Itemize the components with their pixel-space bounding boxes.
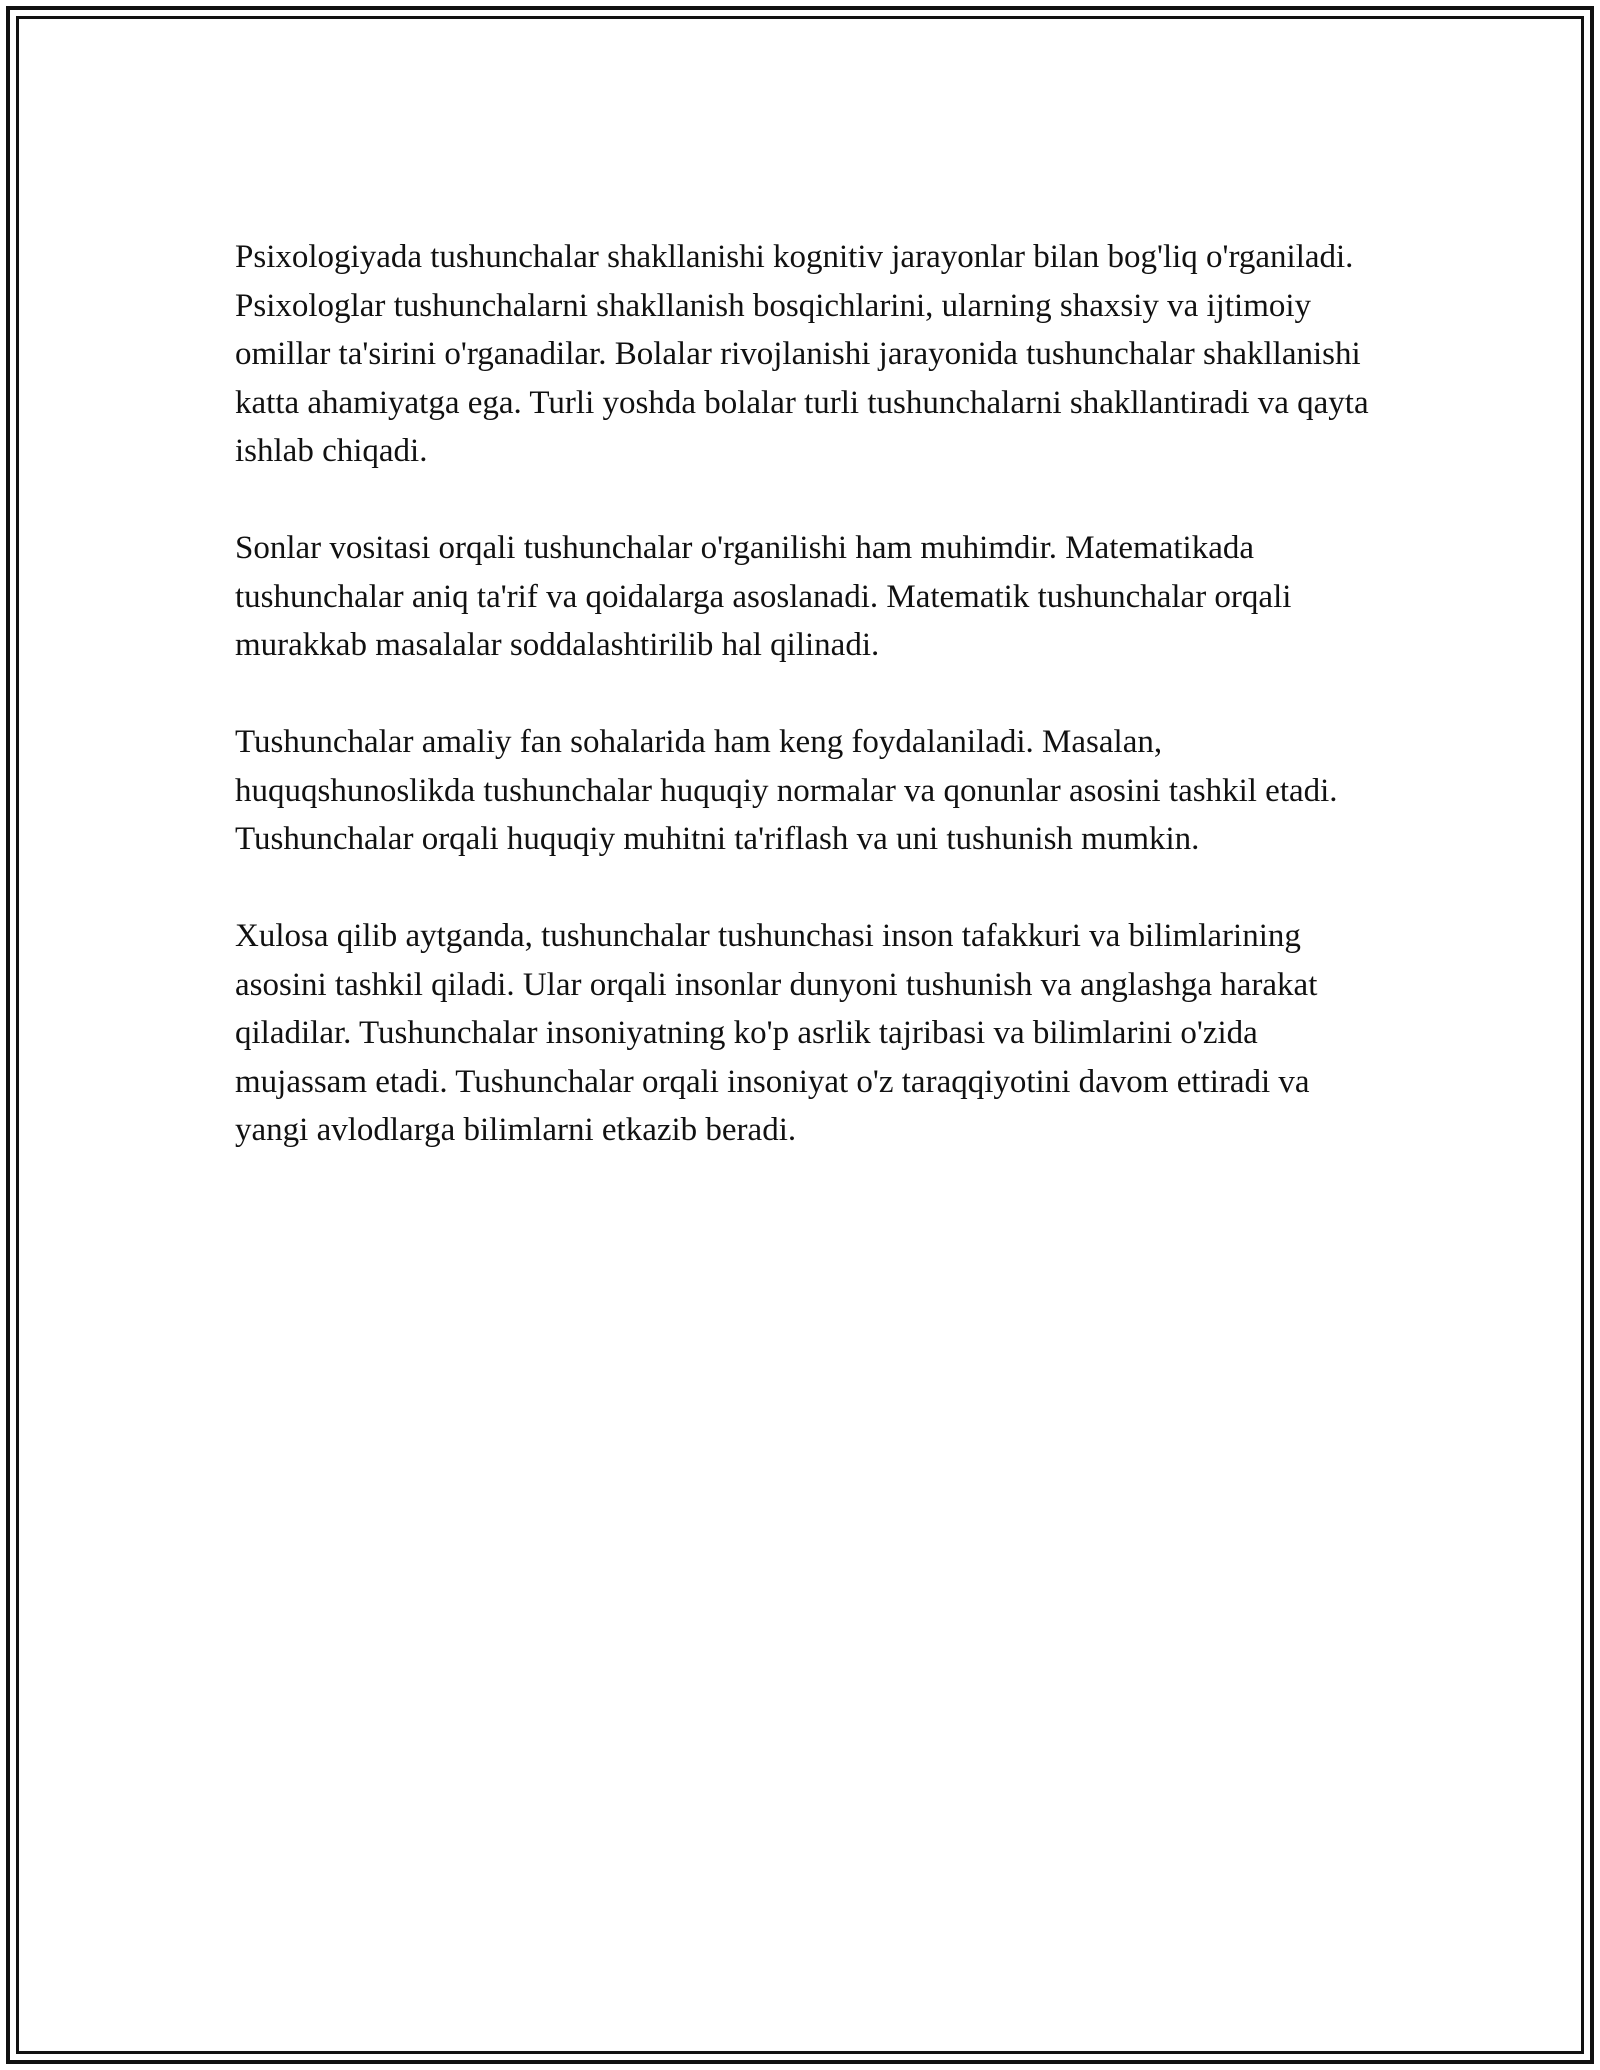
paragraph-4: Xulosa qilib aytganda, tushunchalar tushunchasi inson tafakkuri va bilimlarining asosini tashkil qiladi. Ular orqali insonlar dunyoni tushunish va anglashga harakat qiladilar. Tushunchalar insoniyatning ko'p asrlik tajribasi va bilimlarini o'zida mujassam etadi. Tushunchalar orqali insoniyat o'z taraqqiyotini davom ettiradi va yangi avlodlarga bilimlarni etkazib beradi. — [235, 918, 1318, 1148]
paragraph-1: Psixologiyada tushunchalar shakllanishi kognitiv jarayonlar bilan bog'liq o'rganiladi. Psixologlar tushunchalarni shakllanish bosqichlarini, ularning shaxsiy va ijtimoiy omillar ta'sirini o'rganadilar. Bolalar rivojlanishi jarayonida tushunchalar shakllanishi katta ahamiyatga ega. Turli yoshda bolalar turli tushunchalarni shakllantiradi va qayta ishlab chiqadi. — [235, 239, 1369, 469]
document-body — [235, 233, 1375, 1203]
paragraph-2: Sonlar vositasi orqali tushunchalar o'rganilishi ham muhimdir. Matematikada tushunchalar aniq ta'rif va qoidalarga asoslanadi. Matematik tushunchalar orqali murakkab masalalar soddalashtirilib hal qilinadi. — [235, 530, 1292, 663]
paragraph-3: Tushunchalar amaliy fan sohalarida ham keng foydalaniladi. Masalan, huquqshunoslikda tushunchalar huquqiy normalar va qonunlar asosini tashkil etadi. Tushunchalar orqali huquqiy muhitni ta'riflash va uni tushunish mumkin. — [235, 724, 1338, 857]
